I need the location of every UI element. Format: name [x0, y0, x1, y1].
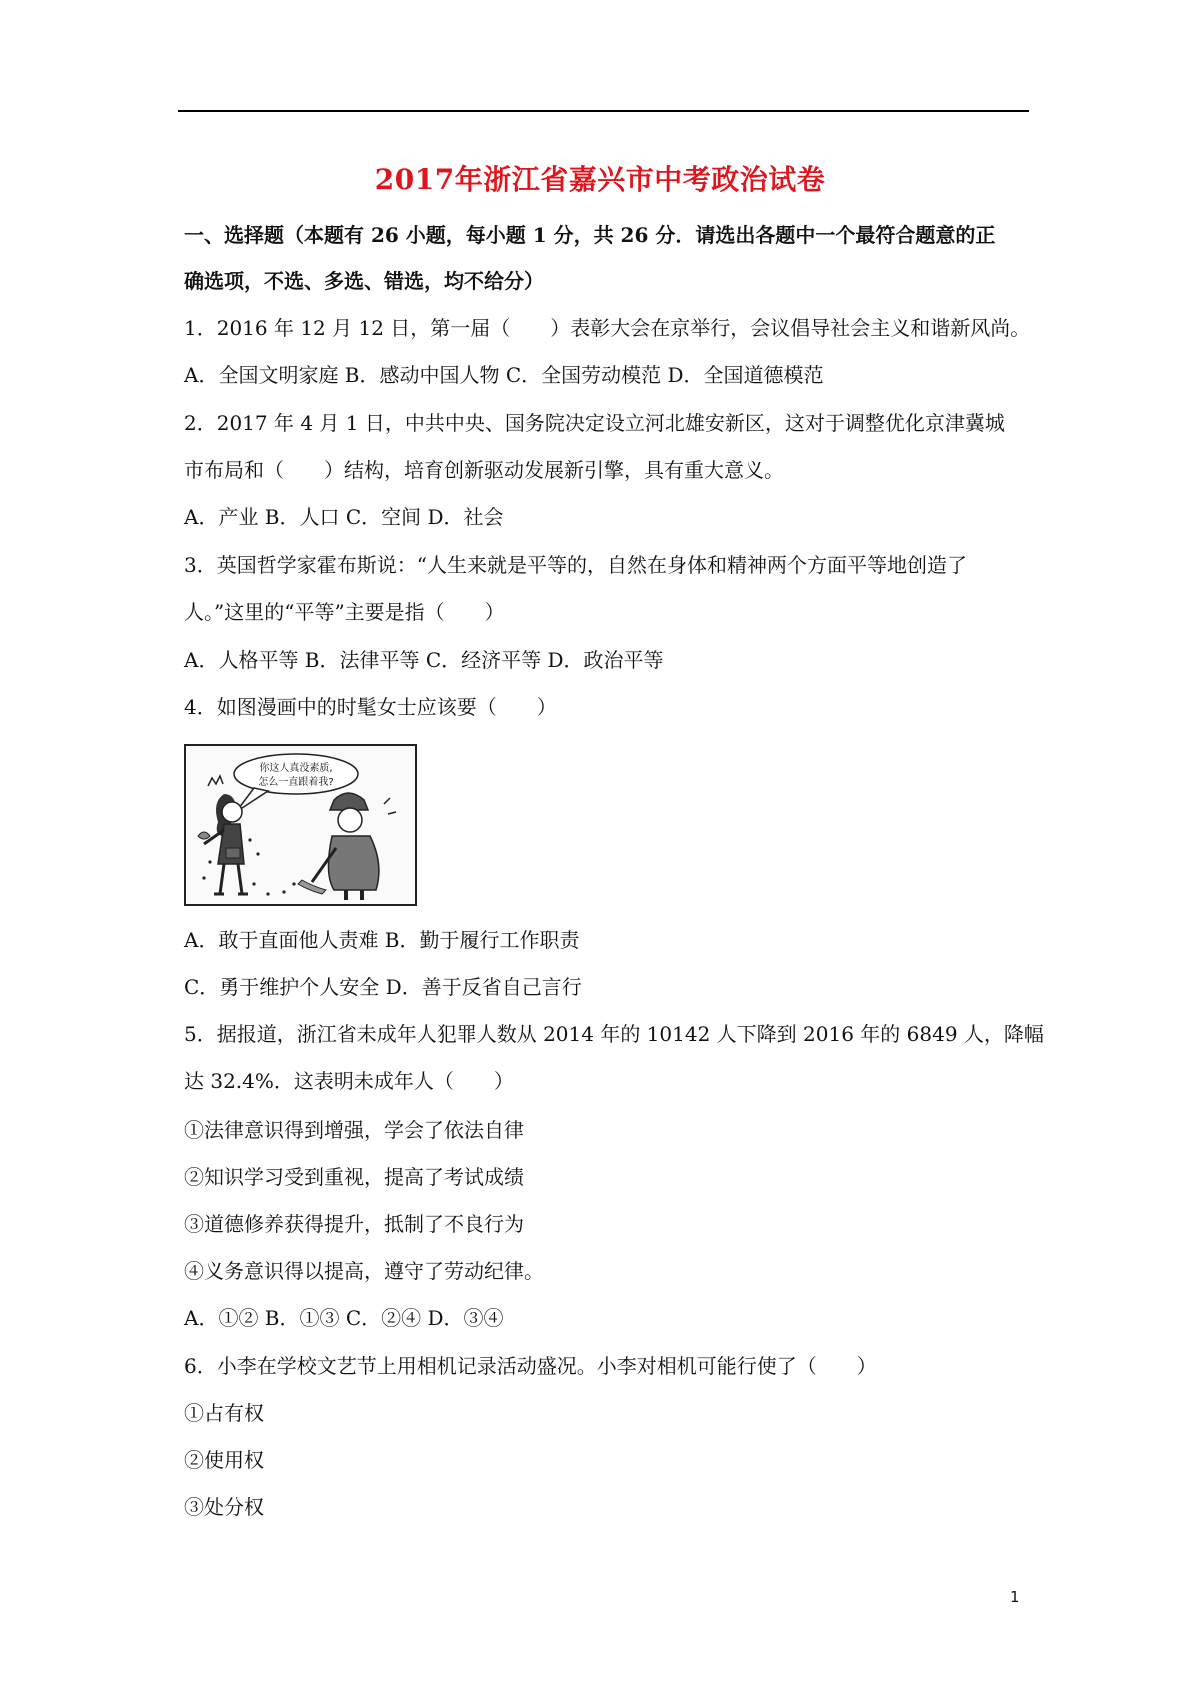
question-5-options: A．①② B．①③ C．②④ D．③④	[184, 1306, 504, 1330]
question-6-statement-3: ③处分权	[184, 1495, 264, 1519]
question-2-stem-line2: 市布局和（ ）结构，培育创新驱动发展新引擎，具有重大意义。	[184, 458, 784, 482]
page-number: 1	[1010, 1588, 1020, 1606]
question-2-stem-line1: 2．2017 年 4 月 1 日，中共中央、国务院决定设立河北雄安新区，这对于调整优化京津冀城	[184, 411, 1005, 435]
question-5-statement-2: ②知识学习受到重视，提高了考试成绩	[184, 1165, 524, 1189]
question-6-statement-1: ①占有权	[184, 1401, 264, 1425]
section-heading-line1: 一、选择题（本题有 26 小题，每小题 1 分，共 26 分．请选出各题中一个最符合题意的正	[184, 223, 996, 247]
question-4-options-line2: C．勇于维护个人安全 D．善于反省自己言行	[184, 975, 582, 999]
question-4-stem: 4．如图漫画中的时髦女士应该要（ ）	[184, 695, 557, 719]
question-1-options: A．全国文明家庭 B．感动中国人物 C．全国劳动模范 D．全国道德模范	[184, 363, 824, 387]
question-4-options-line1: A．敢于直面他人责难 B．勤于履行工作职责	[184, 928, 580, 952]
speech-text-line2: 怎么一直跟着我?	[258, 777, 334, 788]
header-rule	[178, 110, 1029, 112]
cartoon-illustration	[184, 744, 417, 906]
question-3-stem-line2: 人。”这里的“平等”主要是指（ ）	[184, 600, 505, 624]
question-5-statement-1: ①法律意识得到增强，学会了依法自律	[184, 1118, 524, 1142]
question-5-stem-line1: 5．据报道，浙江省未成年人犯罪人数从 2014 年的 10142 人下降到 2016 年的 6849 人，降幅	[184, 1022, 1044, 1046]
question-5-statement-3: ③道德修养获得提升，抵制了不良行为	[184, 1212, 524, 1236]
question-2-options: A．产业 B．人口 C．空间 D．社会	[184, 505, 504, 529]
question-6-stem: 6．小李在学校文艺节上用相机记录活动盛况。小李对相机可能行使了（ ）	[184, 1354, 877, 1378]
question-6-statement-2: ②使用权	[184, 1448, 264, 1472]
page-title: 2017年浙江省嘉兴市中考政治试卷	[374, 163, 826, 196]
question-3-stem-line1: 3．英国哲学家霍布斯说：“人生来就是平等的，自然在身体和精神两个方面平等地创造了	[184, 553, 967, 577]
question-5-statement-4: ④义务意识得以提高，遵守了劳动纪律。	[184, 1259, 544, 1283]
question-1-stem: 1．2016 年 12 月 12 日，第一届（ ）表彰大会在京举行，会议倡导社会主义和谐新风尚。	[184, 316, 1031, 340]
question-3-options: A．人格平等 B．法律平等 C．经济平等 D．政治平等	[184, 648, 664, 672]
section-heading-line2: 确选项，不选、多选、错选，均不给分）	[184, 269, 544, 293]
speech-text-line1: 你这人真没素质,	[259, 763, 333, 774]
question-5-stem-line2: 达 32.4%．这表明未成年人（ ）	[184, 1069, 514, 1093]
